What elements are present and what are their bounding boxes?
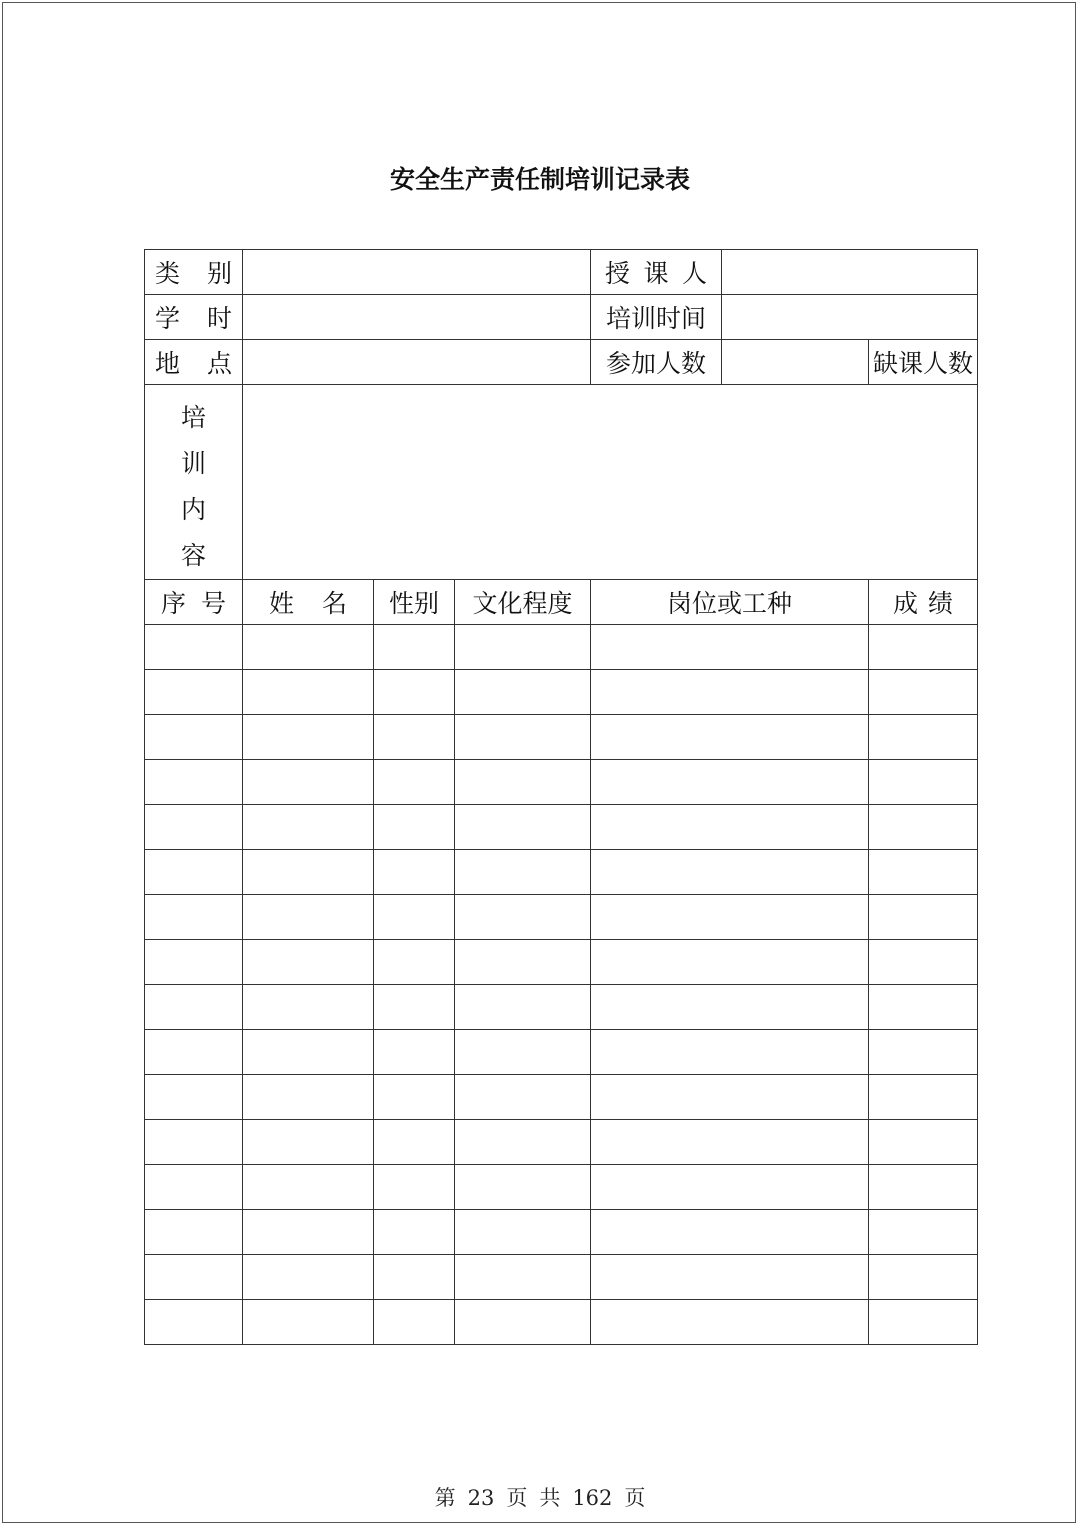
seq-cell[interactable] xyxy=(145,715,243,760)
table-row xyxy=(145,760,978,805)
total-page-number: 162 xyxy=(572,1486,613,1510)
seq-cell[interactable] xyxy=(145,670,243,715)
education-cell[interactable] xyxy=(455,805,591,850)
score-cell[interactable] xyxy=(869,1030,978,1075)
name-cell[interactable] xyxy=(243,1300,374,1345)
col-position: 岗位或工种 xyxy=(591,580,869,625)
position-cell[interactable] xyxy=(591,1120,869,1165)
gender-cell[interactable] xyxy=(374,850,455,895)
page-title: 安全生产责任制培训记录表 xyxy=(389,165,690,194)
education-cell[interactable] xyxy=(455,715,591,760)
name-cell[interactable] xyxy=(243,625,374,670)
table-row xyxy=(145,895,978,940)
gender-cell[interactable] xyxy=(374,625,455,670)
table-row xyxy=(145,1300,978,1345)
column-header-row xyxy=(145,580,978,625)
gender-cell[interactable] xyxy=(374,1120,455,1165)
col-education: 文化程度 xyxy=(455,580,591,625)
gender-cell[interactable] xyxy=(374,940,455,985)
education-cell[interactable] xyxy=(455,1120,591,1165)
gender-cell[interactable] xyxy=(374,985,455,1030)
seq-cell[interactable] xyxy=(145,1165,243,1210)
gender-cell[interactable] xyxy=(374,805,455,850)
name-cell[interactable] xyxy=(243,895,374,940)
score-cell[interactable] xyxy=(869,1120,978,1165)
education-cell[interactable] xyxy=(455,1075,591,1120)
education-cell[interactable] xyxy=(455,760,591,805)
table-row xyxy=(145,1255,978,1300)
col-gender: 性别 xyxy=(374,580,455,625)
name-cell[interactable] xyxy=(243,1120,374,1165)
lecturer-value-cell[interactable] xyxy=(722,250,978,295)
attendees-label: 参加人数 xyxy=(591,340,722,385)
data-rows xyxy=(145,625,978,1345)
gender-cell[interactable] xyxy=(374,1300,455,1345)
category-label: 类 别 xyxy=(145,250,243,295)
score-cell[interactable] xyxy=(869,625,978,670)
education-cell[interactable] xyxy=(455,1030,591,1075)
training-time-value-cell[interactable] xyxy=(722,295,978,340)
table-row xyxy=(145,670,978,715)
gender-cell[interactable] xyxy=(374,1030,455,1075)
seq-cell[interactable] xyxy=(145,625,243,670)
table-row xyxy=(145,985,978,1030)
table-row xyxy=(145,1120,978,1165)
row-category xyxy=(145,250,978,295)
seq-cell[interactable] xyxy=(145,985,243,1030)
position-cell[interactable] xyxy=(591,670,869,715)
name-cell[interactable] xyxy=(243,1165,374,1210)
position-cell[interactable] xyxy=(591,805,869,850)
location-value-cell[interactable] xyxy=(243,340,591,385)
location-label: 地 点 xyxy=(145,340,243,385)
name-cell[interactable] xyxy=(243,940,374,985)
seq-cell[interactable] xyxy=(145,895,243,940)
score-cell[interactable] xyxy=(869,670,978,715)
position-cell[interactable] xyxy=(591,940,869,985)
gender-cell[interactable] xyxy=(374,1255,455,1300)
table-row xyxy=(145,940,978,985)
content-value-cell[interactable] xyxy=(243,385,978,580)
table-row xyxy=(145,1030,978,1075)
training-time-label: 培训时间 xyxy=(591,295,722,340)
category-value-cell[interactable] xyxy=(243,250,591,295)
name-cell[interactable] xyxy=(243,1075,374,1120)
education-cell[interactable] xyxy=(455,985,591,1030)
education-cell[interactable] xyxy=(455,895,591,940)
seq-cell[interactable] xyxy=(145,1030,243,1075)
table-row xyxy=(145,805,978,850)
training-record-table xyxy=(144,249,978,1345)
seq-cell[interactable] xyxy=(145,1120,243,1165)
page-footer: 第 23 页 共 162 页 xyxy=(434,1486,646,1510)
gender-cell[interactable] xyxy=(374,760,455,805)
gender-cell[interactable] xyxy=(374,1165,455,1210)
position-cell[interactable] xyxy=(591,1030,869,1075)
name-cell[interactable] xyxy=(243,985,374,1030)
seq-cell[interactable] xyxy=(145,760,243,805)
name-cell[interactable] xyxy=(243,715,374,760)
gender-cell[interactable] xyxy=(374,715,455,760)
position-cell[interactable] xyxy=(591,1210,869,1255)
position-cell[interactable] xyxy=(591,1300,869,1345)
seq-cell[interactable] xyxy=(145,1210,243,1255)
position-cell[interactable] xyxy=(591,760,869,805)
gender-cell[interactable] xyxy=(374,670,455,715)
seq-cell[interactable] xyxy=(145,940,243,985)
attendees-value-cell[interactable] xyxy=(722,340,869,385)
position-cell[interactable] xyxy=(591,985,869,1030)
score-cell[interactable] xyxy=(869,895,978,940)
table-row xyxy=(145,850,978,895)
position-cell[interactable] xyxy=(591,715,869,760)
name-cell[interactable] xyxy=(243,670,374,715)
table-row xyxy=(145,1165,978,1210)
education-cell[interactable] xyxy=(455,625,591,670)
score-cell[interactable] xyxy=(869,985,978,1030)
score-cell[interactable] xyxy=(869,715,978,760)
score-cell[interactable] xyxy=(869,1210,978,1255)
score-cell[interactable] xyxy=(869,940,978,985)
row-content xyxy=(145,385,978,580)
name-cell[interactable] xyxy=(243,850,374,895)
col-name: 姓 名 xyxy=(243,580,374,625)
education-cell[interactable] xyxy=(455,850,591,895)
col-score: 成 绩 xyxy=(869,580,978,625)
seq-cell[interactable] xyxy=(145,1300,243,1345)
name-cell[interactable] xyxy=(243,1210,374,1255)
education-cell[interactable] xyxy=(455,1300,591,1345)
name-cell[interactable] xyxy=(243,1255,374,1300)
position-cell[interactable] xyxy=(591,1255,869,1300)
name-cell[interactable] xyxy=(243,805,374,850)
content-label: 培 训 内 容 xyxy=(145,385,243,580)
seq-cell[interactable] xyxy=(145,1075,243,1120)
hours-value-cell[interactable] xyxy=(243,295,591,340)
score-cell[interactable] xyxy=(869,1165,978,1210)
score-cell[interactable] xyxy=(869,1300,978,1345)
position-cell[interactable] xyxy=(591,1165,869,1210)
education-cell[interactable] xyxy=(455,1210,591,1255)
gender-cell[interactable] xyxy=(374,895,455,940)
score-cell[interactable] xyxy=(869,1255,978,1300)
education-cell[interactable] xyxy=(455,940,591,985)
position-cell[interactable] xyxy=(591,895,869,940)
row-location xyxy=(145,340,978,385)
absentees-label: 缺课人数 xyxy=(869,340,978,385)
position-cell[interactable] xyxy=(591,1075,869,1120)
row-hours xyxy=(145,295,978,340)
table-row xyxy=(145,625,978,670)
col-seq: 序 号 xyxy=(145,580,243,625)
gender-cell[interactable] xyxy=(374,1210,455,1255)
education-cell[interactable] xyxy=(455,1255,591,1300)
seq-cell[interactable] xyxy=(145,850,243,895)
score-cell[interactable] xyxy=(869,805,978,850)
seq-cell[interactable] xyxy=(145,1255,243,1300)
education-cell[interactable] xyxy=(455,1165,591,1210)
current-page-number: 23 xyxy=(467,1486,495,1510)
position-cell[interactable] xyxy=(591,850,869,895)
gender-cell[interactable] xyxy=(374,1075,455,1120)
seq-cell[interactable] xyxy=(145,805,243,850)
hours-label: 学 时 xyxy=(145,295,243,340)
table-row xyxy=(145,1075,978,1120)
position-cell[interactable] xyxy=(591,625,869,670)
score-cell[interactable] xyxy=(869,1075,978,1120)
education-cell[interactable] xyxy=(455,670,591,715)
table-row xyxy=(145,715,978,760)
lecturer-label: 授 课 人 xyxy=(591,250,722,295)
name-cell[interactable] xyxy=(243,1030,374,1075)
name-cell[interactable] xyxy=(243,760,374,805)
score-cell[interactable] xyxy=(869,760,978,805)
score-cell[interactable] xyxy=(869,850,978,895)
table-row xyxy=(145,1210,978,1255)
